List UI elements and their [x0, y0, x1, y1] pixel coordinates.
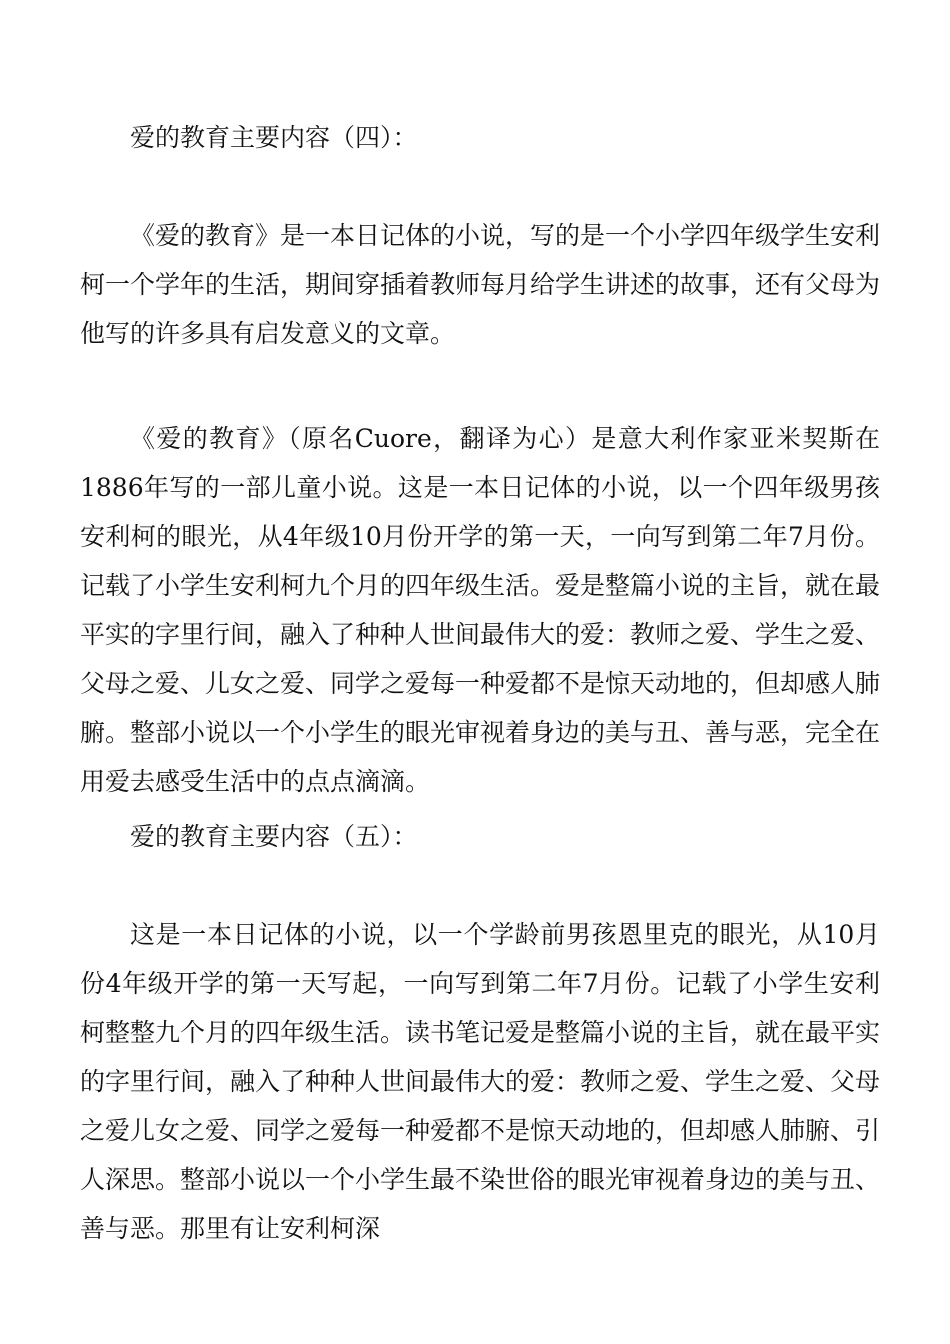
paragraph-book-summary: 《爱的教育》（原名Cuore，翻译为心）是意大利作家亚米契斯在1886年写的一部儿童小说。这是一本日记体的小说，以一个四年级男孩安利柯的眼光，从4年级10月份开学的第一天，一向写到第二年7月份。记载了小学生安利柯九个月的四年级生活。爱是整篇小说的主旨，就在最平实的字里行间，融入了种种人世间最伟大的爱：教师之爱、学生之爱、父母之爱、儿女之爱、同学之爱每一种爱都不是惊天动地的，但却感人肺腑。整部小说以一个小学生的眼光审视着身边的美与丑、善与恶，完全在用爱去感受生活中的点点滴滴。 [80, 424, 881, 796]
section-heading-five: 爱的教育主要内容（五）： [130, 822, 418, 851]
section-heading-four: 爱的教育主要内容（四）： [130, 123, 418, 152]
paragraph-book-intro: 《爱的教育》是一本日记体的小说，写的是一个小学四年级学生安利柯一个学年的生活，期间穿插着教师每月给学生讲述的故事，还有父母为他写的许多具有启发意义的文章。 [80, 221, 881, 348]
paragraph-book-summary-continued: 这是一本日记体的小说，以一个学龄前男孩恩里克的眼光，从10月份4年级开学的第一天写起，一向写到第二年7月份。记载了小学生安利柯整整九个月的四年级生活。读书笔记爱是整篇小说的主旨，就在最平实的字里行间，融入了种种人世间最伟大的爱：教师之爱、学生之爱、父母之爱儿女之爱、同学之爱每一种爱都不是惊天动地的，但却感人肺腑、引人深思。整部小说以一个小学生最不染世俗的眼光审视着身边的美与丑、善与恶。那里有让安利柯深 [80, 920, 881, 1243]
